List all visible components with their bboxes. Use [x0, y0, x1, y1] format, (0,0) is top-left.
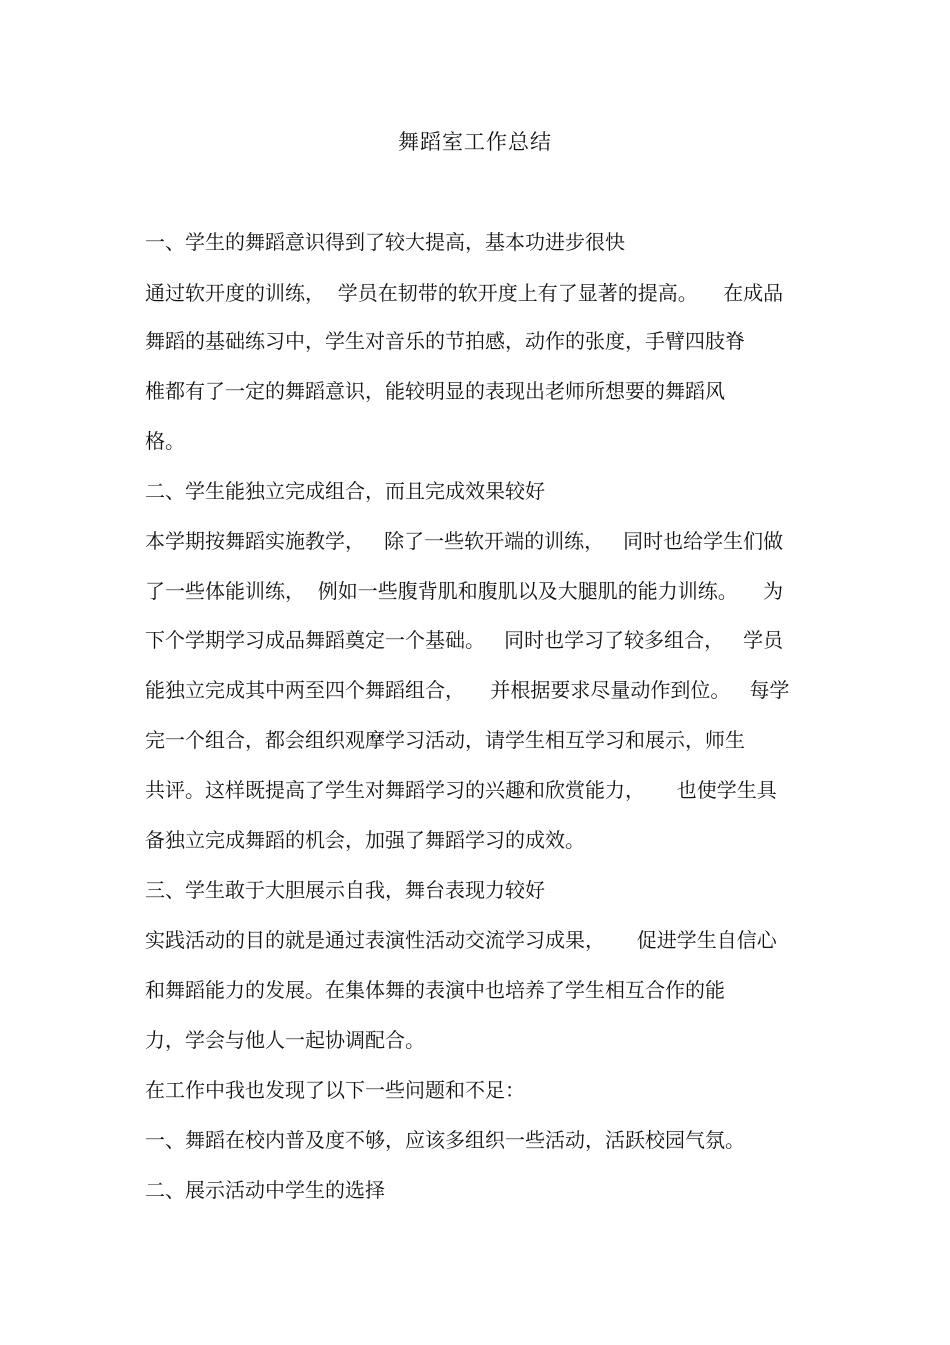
- section-heading-2: 二、学生能独立完成组合，而且完成效果较好: [145, 479, 545, 503]
- issues-intro: 在工作中我也发现了以下一些问题和不足：: [145, 1078, 525, 1102]
- paragraph-line: 通过软开度的训练， 学员在韧带的软开度上有了显著的提高。 在成品: [145, 281, 784, 305]
- paragraph-line: 共评。这样既提高了学生对舞蹈学习的兴趣和欣赏能力， 也使学生具: [145, 778, 777, 802]
- document-title: 舞蹈室工作总结: [398, 130, 552, 154]
- paragraph-line: 和舞蹈能力的发展。在集体舞的表演中也培养了学生相互合作的能: [145, 978, 725, 1002]
- paragraph-line: 格。: [145, 429, 185, 453]
- paragraph-line: 椎都有了一定的舞蹈意识，能较明显的表现出老师所想要的舞蹈风: [145, 379, 725, 403]
- paragraph-line: 本学期按舞蹈实施教学， 除了一些软开端的训练， 同时也给学生们做: [145, 529, 784, 553]
- paragraph-line: 实践活动的目的就是通过表演性活动交流学习成果， 促进学生自信心: [145, 928, 777, 952]
- issue-item-1: 一、舞蹈在校内普及度不够，应该多组织一些活动，活跃校园气氛。: [145, 1128, 745, 1152]
- paragraph-line: 下个学期学习成品舞蹈奠定一个基础。 同时也学习了较多组合， 学员: [145, 628, 784, 652]
- paragraph-line: 能独立完成其中两至四个舞蹈组合， 并根据要求尽量动作到位。 每学: [145, 678, 790, 702]
- paragraph-line: 了一些体能训练， 例如一些腹背肌和腹肌以及大腿肌的能力训练。 为: [145, 579, 784, 603]
- paragraph-line: 力，学会与他人一起协调配合。: [145, 1028, 425, 1052]
- paragraph-line: 舞蹈的基础练习中，学生对音乐的节拍感，动作的张度，手臂四肢脊: [145, 329, 745, 353]
- section-heading-1: 一、学生的舞蹈意识得到了较大提高，基本功进步很快: [145, 230, 625, 254]
- paragraph-line: 备独立完成舞蹈的机会，加强了舞蹈学习的成效。: [145, 828, 585, 852]
- paragraph-line: 完一个组合，都会组织观摩学习活动，请学生相互学习和展示，师生: [145, 728, 745, 752]
- section-heading-3: 三、学生敢于大胆展示自我，舞台表现力较好: [145, 878, 545, 902]
- issue-item-2: 二、展示活动中学生的选择: [145, 1178, 385, 1202]
